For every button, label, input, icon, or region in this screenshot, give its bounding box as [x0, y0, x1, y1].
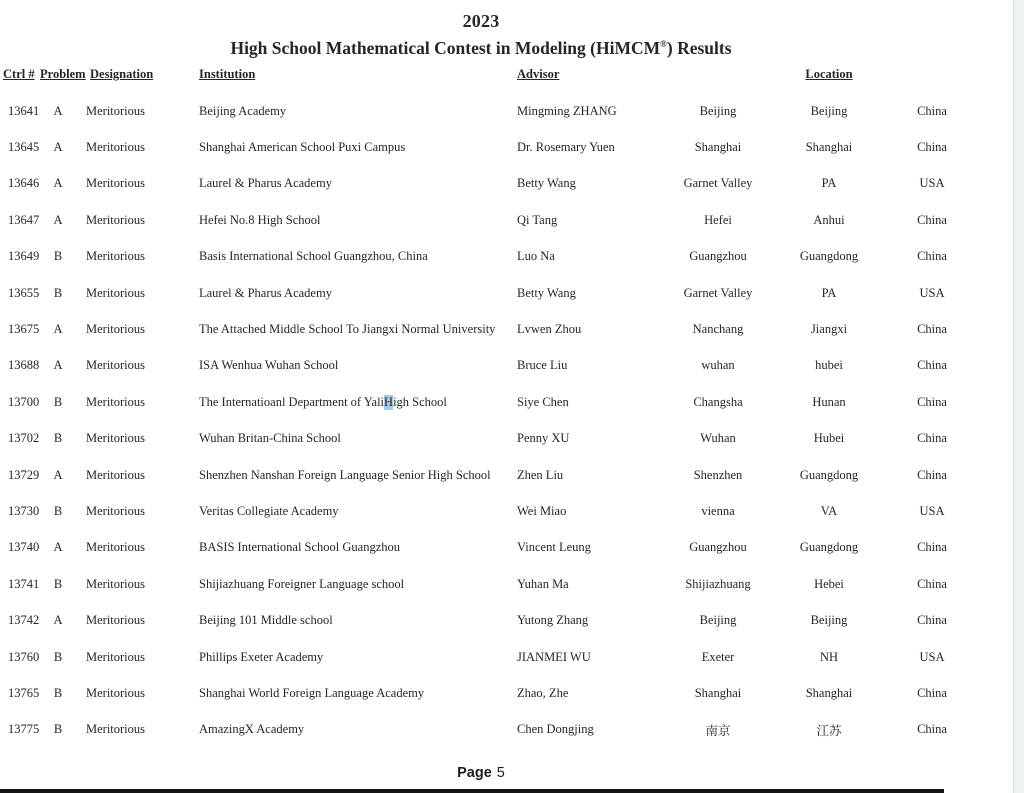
location-cell: VA — [820, 503, 838, 518]
location-cell: Jiangxi — [810, 322, 848, 337]
institution-cell: The Attached Middle School To Jiangxi Normal University — [199, 322, 496, 337]
institution-cell: BASIS International School Guangzhou — [199, 540, 401, 555]
country-cell: China — [917, 394, 947, 409]
designation-cell: Meritorious — [86, 212, 146, 227]
search-highlight: H — [384, 394, 394, 409]
advisor-cell: Zhen Liu — [517, 467, 564, 482]
table-row — [0, 384, 1024, 420]
problem-cell: A — [53, 140, 63, 155]
ctrl-cell: 13775 — [8, 722, 40, 737]
country-cell: USA — [919, 285, 945, 300]
table-row — [0, 93, 1024, 129]
advisor-cell: Wei Miao — [517, 503, 567, 518]
location-cell: Shanghai — [805, 140, 853, 155]
advisor-cell: Dr. Rosemary Yuen — [517, 140, 615, 155]
ctrl-cell: 13702 — [8, 431, 40, 446]
location-cell: Beijing — [810, 613, 848, 628]
problem-cell: A — [53, 322, 63, 337]
institution-cell: Basis International School Guangzhou, China — [199, 249, 428, 264]
institution-cell: Shijiazhuang Foreigner Language school — [199, 576, 405, 591]
country-cell: China — [917, 431, 947, 446]
city-cell: Beijing — [699, 103, 737, 118]
country-cell: China — [917, 249, 947, 264]
city-cell: Shenzhen — [693, 467, 743, 482]
location-cell: Hebei — [814, 576, 844, 591]
advisor-cell: Betty Wang — [517, 285, 576, 300]
table-row — [0, 530, 1024, 566]
city-cell: Garnet Valley — [683, 176, 753, 191]
problem-cell: B — [53, 649, 63, 664]
column-header-ctrl: Ctrl # — [3, 67, 35, 81]
location-cell: PA — [821, 285, 837, 300]
country-cell: China — [917, 613, 947, 628]
window-edge-bar — [0, 789, 944, 793]
advisor-cell: Luo Na — [517, 249, 555, 264]
ctrl-cell: 13729 — [8, 467, 40, 482]
designation-cell: Meritorious — [86, 285, 146, 300]
advisor-cell: Qi Tang — [517, 212, 558, 227]
problem-cell: A — [53, 212, 63, 227]
problem-cell: B — [53, 431, 63, 446]
ctrl-cell: 13760 — [8, 649, 40, 664]
institution-cell: AmazingX Academy — [199, 722, 305, 737]
advisor-cell: Penny XU — [517, 431, 570, 446]
problem-cell: B — [53, 576, 63, 591]
country-cell: China — [917, 685, 947, 700]
designation-cell: Meritorious — [86, 322, 146, 337]
country-cell: China — [917, 467, 947, 482]
page-footer — [0, 765, 962, 781]
ctrl-cell: 13646 — [8, 176, 40, 191]
country-cell: China — [917, 722, 947, 737]
advisor-cell: Yuhan Ma — [517, 576, 569, 591]
designation-cell: Meritorious — [86, 576, 146, 591]
designation-cell: Meritorious — [86, 176, 146, 191]
city-cell: Guangzhou — [689, 540, 747, 555]
document-title-block — [0, 11, 962, 59]
institution-cell: ISA Wenhua Wuhan School — [199, 358, 339, 373]
designation-cell: Meritorious — [86, 722, 146, 737]
advisor-cell: Zhao, Zhe — [517, 685, 569, 700]
ctrl-cell: 13741 — [8, 576, 40, 591]
advisor-cell: Mingming ZHANG — [517, 103, 617, 118]
column-header-location: Location — [805, 67, 853, 81]
country-cell: China — [917, 140, 947, 155]
designation-cell: Meritorious — [86, 613, 146, 628]
designation-cell: Meritorious — [86, 467, 146, 482]
city-cell: Exeter — [701, 649, 735, 664]
location-cell: Guangdong — [799, 467, 859, 482]
table-row — [0, 566, 1024, 602]
ctrl-cell: 13641 — [8, 103, 40, 118]
city-cell: Shanghai — [694, 140, 742, 155]
problem-cell: B — [53, 394, 63, 409]
city-cell: Shanghai — [694, 685, 742, 700]
page-gutter — [1013, 0, 1024, 793]
ctrl-cell: 13765 — [8, 685, 40, 700]
ctrl-cell: 13655 — [8, 285, 40, 300]
table-row — [0, 639, 1024, 675]
location-cell: NH — [819, 649, 839, 664]
city-cell: Wuhan — [700, 431, 736, 446]
table-header-row — [0, 67, 1024, 85]
problem-cell: B — [53, 722, 63, 737]
location-cell: Beijing — [810, 103, 848, 118]
ctrl-cell: 13742 — [8, 613, 40, 628]
location-cell: Hunan — [812, 394, 846, 409]
table-row — [0, 239, 1024, 275]
institution-cell: Hefei No.8 High School — [199, 212, 321, 227]
city-cell: 南京 — [705, 723, 731, 738]
city-cell: vienna — [701, 503, 735, 518]
ctrl-cell: 13688 — [8, 358, 40, 373]
city-cell: Shijiazhuang — [685, 576, 751, 591]
problem-cell: B — [53, 285, 63, 300]
designation-cell: Meritorious — [86, 431, 146, 446]
country-cell: China — [917, 576, 947, 591]
institution-cell — [199, 384, 447, 420]
title-main-suffix: ) Results — [666, 38, 732, 58]
table-row — [0, 602, 1024, 638]
institution-cell: Beijing Academy — [199, 103, 287, 118]
table-row — [0, 275, 1024, 311]
page-label: Page — [457, 765, 492, 781]
advisor-cell: JIANMEI WU — [517, 649, 591, 664]
problem-cell: B — [53, 503, 63, 518]
country-cell: China — [917, 358, 947, 373]
location-cell: hubei — [815, 358, 843, 373]
institution-cell: Phillips Exeter Academy — [199, 649, 324, 664]
city-cell: wuhan — [701, 358, 735, 373]
advisor-cell: Lvwen Zhou — [517, 322, 582, 337]
location-cell: 江苏 — [816, 723, 842, 738]
problem-cell: A — [53, 613, 63, 628]
city-cell: Garnet Valley — [683, 285, 753, 300]
column-header-problem: Problem — [40, 67, 86, 81]
designation-cell: Meritorious — [86, 249, 146, 264]
city-cell: Nanchang — [692, 322, 744, 337]
title-year: 2023 — [462, 11, 500, 31]
problem-cell: A — [53, 358, 63, 373]
ctrl-cell: 13675 — [8, 322, 40, 337]
designation-cell: Meritorious — [86, 540, 146, 555]
designation-cell: Meritorious — [86, 140, 146, 155]
country-cell: China — [917, 540, 947, 555]
table-row — [0, 675, 1024, 711]
table-row — [0, 493, 1024, 529]
advisor-cell: Vincent Leung — [517, 540, 591, 555]
country-cell: China — [917, 322, 947, 337]
problem-cell: B — [53, 685, 63, 700]
table-row — [0, 421, 1024, 457]
advisor-cell: Chen Dongjing — [517, 722, 594, 737]
problem-cell: B — [53, 249, 63, 264]
table-row — [0, 712, 1024, 748]
title-main-text: High School Mathematical Contest in Modeling (HiMCM — [230, 38, 661, 58]
institution-cell: Laurel & Pharus Academy — [199, 285, 332, 300]
ctrl-cell: 13647 — [8, 212, 40, 227]
table-row — [0, 129, 1024, 165]
table-row — [0, 202, 1024, 238]
page-number: 5 — [496, 765, 505, 781]
ctrl-cell: 13730 — [8, 503, 40, 518]
column-header-advisor: Advisor — [517, 67, 560, 81]
country-cell: China — [917, 212, 947, 227]
advisor-cell: Siye Chen — [517, 394, 569, 409]
designation-cell: Meritorious — [86, 503, 146, 518]
registered-mark: ® — [660, 39, 667, 50]
country-cell: USA — [919, 649, 945, 664]
column-header-designation: Designation — [90, 67, 154, 81]
ctrl-cell: 13700 — [8, 394, 40, 409]
designation-cell: Meritorious — [86, 103, 146, 118]
institution-text: igh School — [393, 394, 447, 409]
advisor-cell: Yutong Zhang — [517, 613, 589, 628]
location-cell: PA — [821, 176, 837, 191]
country-cell: USA — [919, 176, 945, 191]
designation-cell: Meritorious — [86, 394, 146, 409]
table-row — [0, 348, 1024, 384]
institution-cell: Veritas Collegiate Academy — [199, 503, 339, 518]
advisor-cell: Betty Wang — [517, 176, 576, 191]
institution-cell: Beijing 101 Middle school — [199, 613, 333, 628]
institution-text: The Internatioanl Department of Yali — [199, 394, 385, 409]
institution-cell: Shanghai American School Puxi Campus — [199, 140, 406, 155]
column-header-institution: Institution — [199, 67, 256, 81]
advisor-cell: Bruce Liu — [517, 358, 568, 373]
city-cell: Guangzhou — [689, 249, 747, 264]
problem-cell: A — [53, 540, 63, 555]
location-cell: Hubei — [813, 431, 845, 446]
institution-cell: Shenzhen Nanshan Foreign Language Senior High School — [199, 467, 491, 482]
city-cell: Changsha — [693, 394, 743, 409]
country-cell: USA — [919, 503, 945, 518]
institution-cell: Wuhan Britan-China School — [199, 431, 341, 446]
city-cell: Hefei — [704, 212, 732, 227]
ctrl-cell: 13645 — [8, 140, 40, 155]
location-cell: Guangdong — [799, 249, 859, 264]
table-body — [0, 93, 1024, 748]
country-cell: China — [917, 103, 947, 118]
designation-cell: Meritorious — [86, 358, 146, 373]
location-cell: Guangdong — [799, 540, 859, 555]
city-cell: Beijing — [699, 613, 737, 628]
ctrl-cell: 13649 — [8, 249, 40, 264]
problem-cell: A — [53, 103, 63, 118]
location-cell: Anhui — [813, 212, 845, 227]
problem-cell: A — [53, 467, 63, 482]
ctrl-cell: 13740 — [8, 540, 40, 555]
problem-cell: A — [53, 176, 63, 191]
designation-cell: Meritorious — [86, 649, 146, 664]
table-row — [0, 166, 1024, 202]
title-main — [0, 38, 962, 59]
institution-cell: Shanghai World Foreign Language Academy — [199, 685, 425, 700]
table-row — [0, 311, 1024, 347]
location-cell: Shanghai — [805, 685, 853, 700]
institution-cell: Laurel & Pharus Academy — [199, 176, 332, 191]
table-row — [0, 457, 1024, 493]
designation-cell: Meritorious — [86, 685, 146, 700]
